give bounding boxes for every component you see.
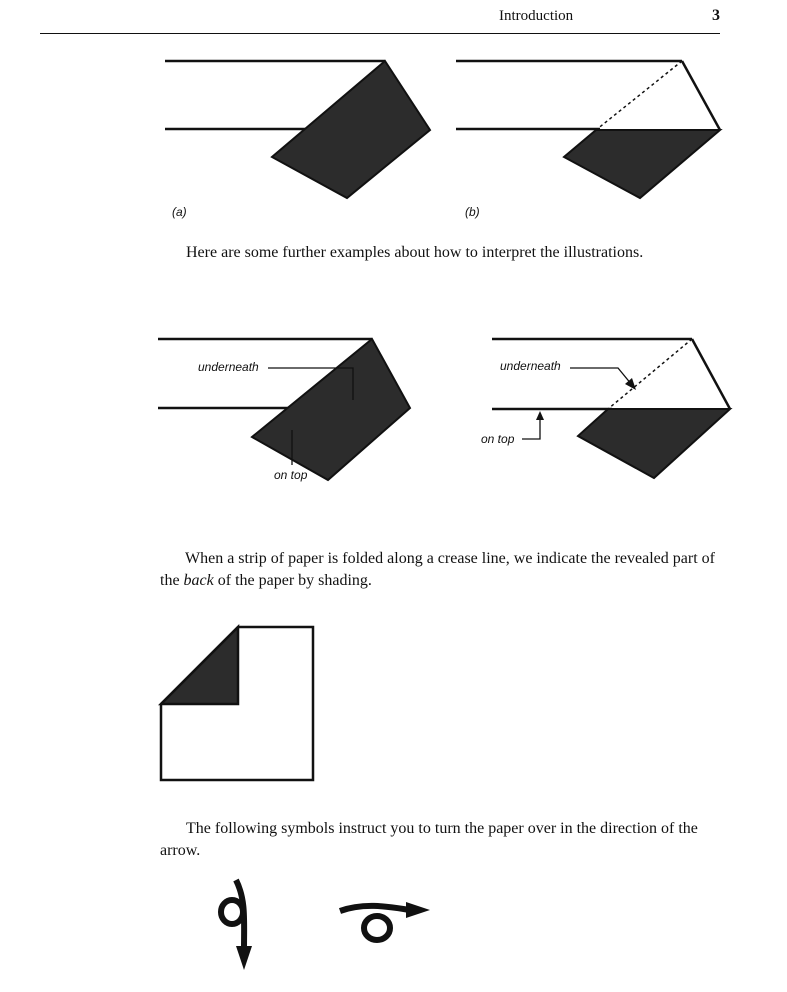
diagram-a xyxy=(165,61,430,219)
paragraph-shading xyxy=(160,548,760,592)
shaded-flap-left xyxy=(252,339,410,480)
turn-over-down-arrow-icon xyxy=(221,880,252,970)
diagram-left-labeled xyxy=(158,339,410,482)
shaded-corner xyxy=(161,627,238,704)
running-header-title: Introduction xyxy=(499,8,574,24)
paragraph-turn-over-line2: arrow. xyxy=(160,842,201,859)
figure-label-b: (b) xyxy=(465,205,480,219)
emphasis-back: back xyxy=(183,572,214,589)
turn-over-right-arrow-icon xyxy=(340,902,430,940)
label-on-top-left: on top xyxy=(274,468,308,482)
paragraph-shading-line1: When a strip of paper is folded along a crease line, we indicate the revealed part of xyxy=(185,550,715,567)
shaded-flap-right xyxy=(578,409,730,478)
paragraph-shading-line2-start: the xyxy=(160,572,184,589)
label-underneath-right: underneath xyxy=(500,359,561,373)
shaded-flap-b xyxy=(564,130,720,198)
leader-on-top-right xyxy=(522,418,540,439)
label-underneath-left: underneath xyxy=(198,360,259,374)
label-on-top-right: on top xyxy=(481,432,515,446)
leader-underneath-right xyxy=(570,368,632,385)
arrowhead-on-top-right xyxy=(536,411,544,420)
paragraph-shading-line2 xyxy=(160,570,760,592)
paragraph-illustrations-text: Here are some further examples about how to interpret the illustrations. xyxy=(186,244,644,261)
figure-label-a: (a) xyxy=(172,205,187,219)
arrowhead-underneath-right xyxy=(625,378,636,390)
diagram-b xyxy=(456,61,720,219)
diagram-right-labeled xyxy=(481,339,730,478)
paragraph-shading-line2-end: of the paper by shading. xyxy=(213,572,372,589)
hidden-fold-line-right xyxy=(608,339,692,409)
paragraph-turn-over xyxy=(160,818,760,862)
diagram-folded-corner xyxy=(161,627,313,780)
paragraph-illustrations xyxy=(186,242,643,264)
page-number: 3 xyxy=(712,7,720,24)
paragraph-turn-over-line1: The following symbols instruct you to turn the paper over in the direction of the xyxy=(186,820,698,837)
hidden-fold-line-b xyxy=(596,61,682,130)
